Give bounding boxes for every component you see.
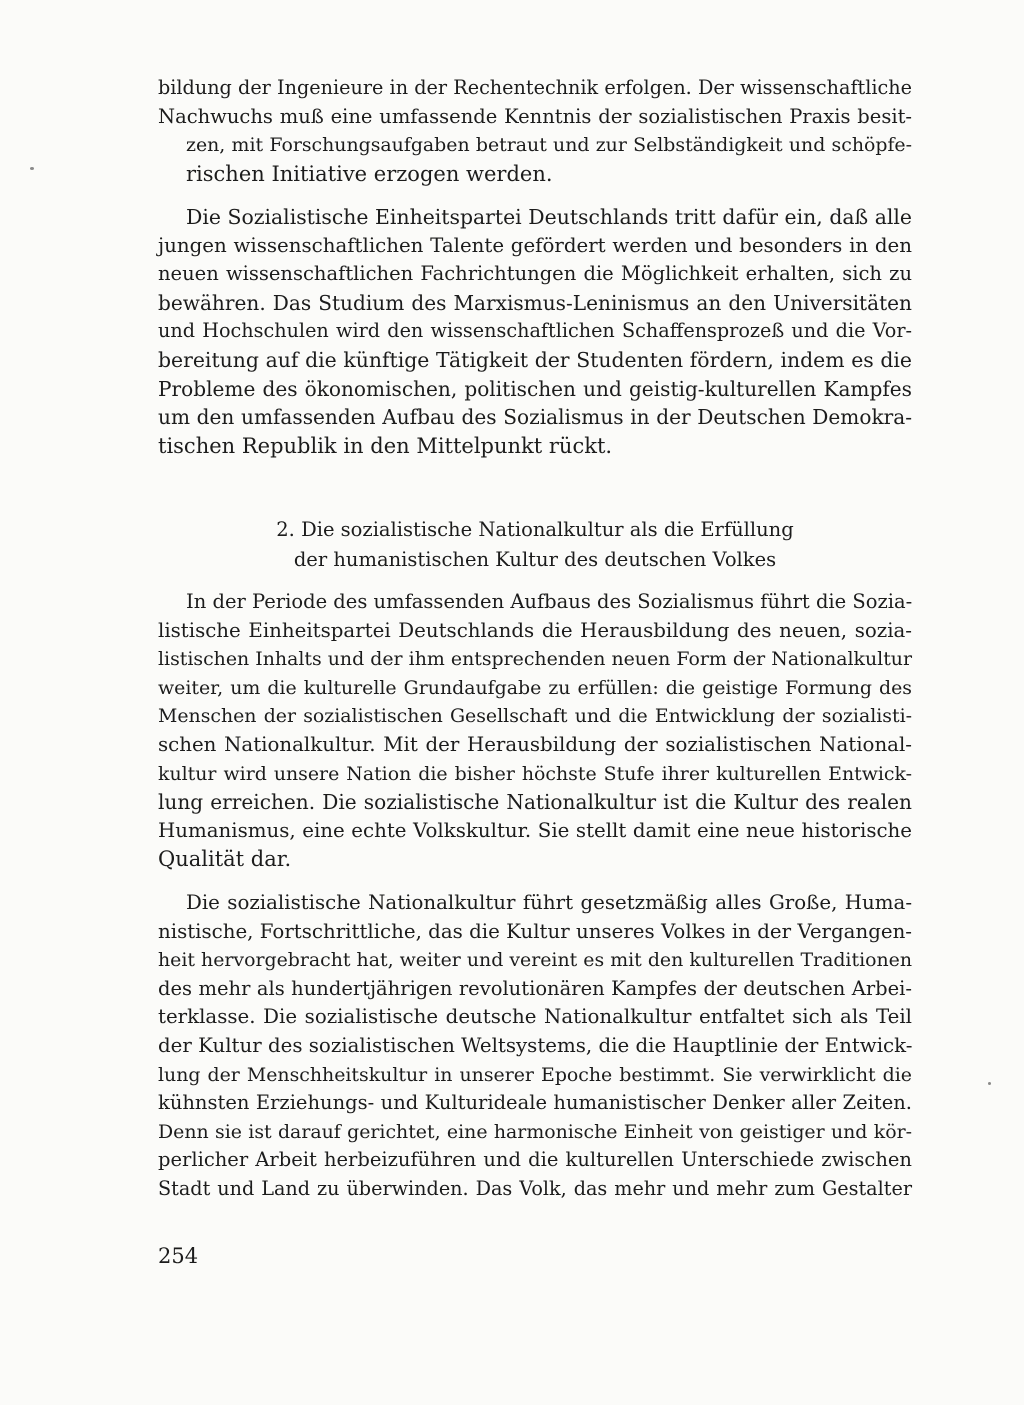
- text-line: heit hervorgebracht hat, weiter und vereint es mit den kulturellen Traditionen: [158, 949, 912, 972]
- text-line: listischen Inhalts und der ihm entsprechenden neuen Form der Nationalkultur: [158, 648, 912, 671]
- text-line: Humanismus, eine echte Volkskultur. Sie stellt damit eine neue historische: [158, 818, 912, 842]
- text-line: nistische, Fortschrittliche, das die Kultur unseres Volkes in der Vergangen-: [158, 919, 912, 943]
- section-heading: [158, 515, 912, 575]
- text-line: perlicher Arbeit herbeizuführen und die kulturellen Unterschiede zwischen: [158, 1148, 912, 1172]
- text-line: schen Nationalkultur. Mit der Herausbildung der sozialistischen National-: [158, 732, 912, 756]
- text-line: listische Einheitspartei Deutschlands die Herausbildung des neuen, sozia-: [158, 618, 912, 642]
- page-number: 254: [158, 1244, 199, 1268]
- heading-line: 2. Die sozialistische Nationalkultur als die Erfüllung: [276, 518, 794, 541]
- text-line: lung der Menschheitskultur in unserer Epoche bestimmt. Sie verwirklicht die: [158, 1063, 912, 1086]
- text-line: bildung der Ingenieure in der Rechentechnik erfolgen. Der wissenschaftliche: [158, 76, 912, 99]
- print-speck: [30, 167, 34, 170]
- text-line: In der Periode des umfassenden Aufbaus des Sozialismus führt die Sozia-: [186, 590, 913, 613]
- paragraph-talents: [158, 203, 912, 460]
- text-line: Qualität dar.: [158, 847, 292, 872]
- text-line: zen, mit Forschungsaufgaben betraut und zur Selbständigkeit und schöpfe-: [186, 134, 912, 157]
- heading-line: der humanistischen Kultur des deutschen Volkes: [293, 548, 777, 571]
- text-line: jungen wissenschaftlichen Talente gefördert werden und besonders in den: [158, 233, 912, 257]
- text-line: der Kultur des sozialistischen Weltsystems, die die Hauptlinie der Entwick-: [158, 1033, 913, 1057]
- text-line: weiter, um die kulturelle Grundaufgabe zu erfüllen: die geistige Formung des: [158, 676, 912, 699]
- text-line: Menschen der sozialistischen Gesellschaft und die Entwicklung der sozialisti-: [158, 705, 912, 728]
- text-line: des mehr als hundertjährigen revolutionären Kampfes der deutschen Arbei-: [158, 976, 912, 1000]
- text-line: neuen wissenschaftlichen Fachrichtungen die Möglichkeit erhalten, sich zu: [158, 262, 912, 286]
- text-line: Die Sozialistische Einheitspartei Deutschlands tritt dafür ein, daß alle: [186, 205, 912, 229]
- text-line: Probleme des ökonomischen, politischen und geistig-kulturellen Kampfes: [158, 376, 912, 401]
- paragraph-national-culture: [158, 588, 912, 874]
- text-line: kühnsten Erziehungs- und Kulturideale humanistischer Denker aller Zeiten.: [158, 1091, 912, 1115]
- text-line: rischen Initiative erzogen werden.: [186, 161, 553, 186]
- text-line: lung erreichen. Die sozialistische Nationalkultur ist die Kultur des realen: [158, 790, 912, 815]
- text-line: bewähren. Das Studium des Marxismus-Leninismus an den Universitäten: [158, 290, 912, 315]
- text-line: Denn sie ist darauf gerichtet, eine harmonische Einheit von geistiger und kör-: [158, 1120, 912, 1143]
- continuation-paragraph: [158, 74, 912, 188]
- text-line: tischen Republik in den Mittelpunkt rückt.: [158, 433, 613, 458]
- paragraph-traditions: [158, 889, 912, 1204]
- text-line: Stadt und Land zu überwinden. Das Volk, das mehr und mehr zum Gestalter: [158, 1176, 912, 1200]
- text-line: bereitung auf die künftige Tätigkeit der Studenten fördern, indem es die: [158, 347, 912, 372]
- text-line: und Hochschulen wird den wissenschaftlichen Schaffensprozeß und die Vor-: [158, 319, 912, 343]
- text-line: um den umfassenden Aufbau des Sozialismus in der Deutschen Demokra-: [158, 405, 912, 430]
- print-speck: [988, 1082, 991, 1085]
- text-line: Die sozialistische Nationalkultur führt gesetzmäßig alles Große, Huma-: [186, 891, 912, 914]
- text-line: kultur wird unsere Nation die bisher höchste Stufe ihrer kulturellen Entwick-: [158, 762, 912, 785]
- text-line: Nachwuchs muß eine umfassende Kenntnis der sozialistischen Praxis besit-: [158, 104, 912, 128]
- text-line: terklasse. Die sozialistische deutsche Nationalkultur entfaltet sich als Teil: [158, 1005, 912, 1029]
